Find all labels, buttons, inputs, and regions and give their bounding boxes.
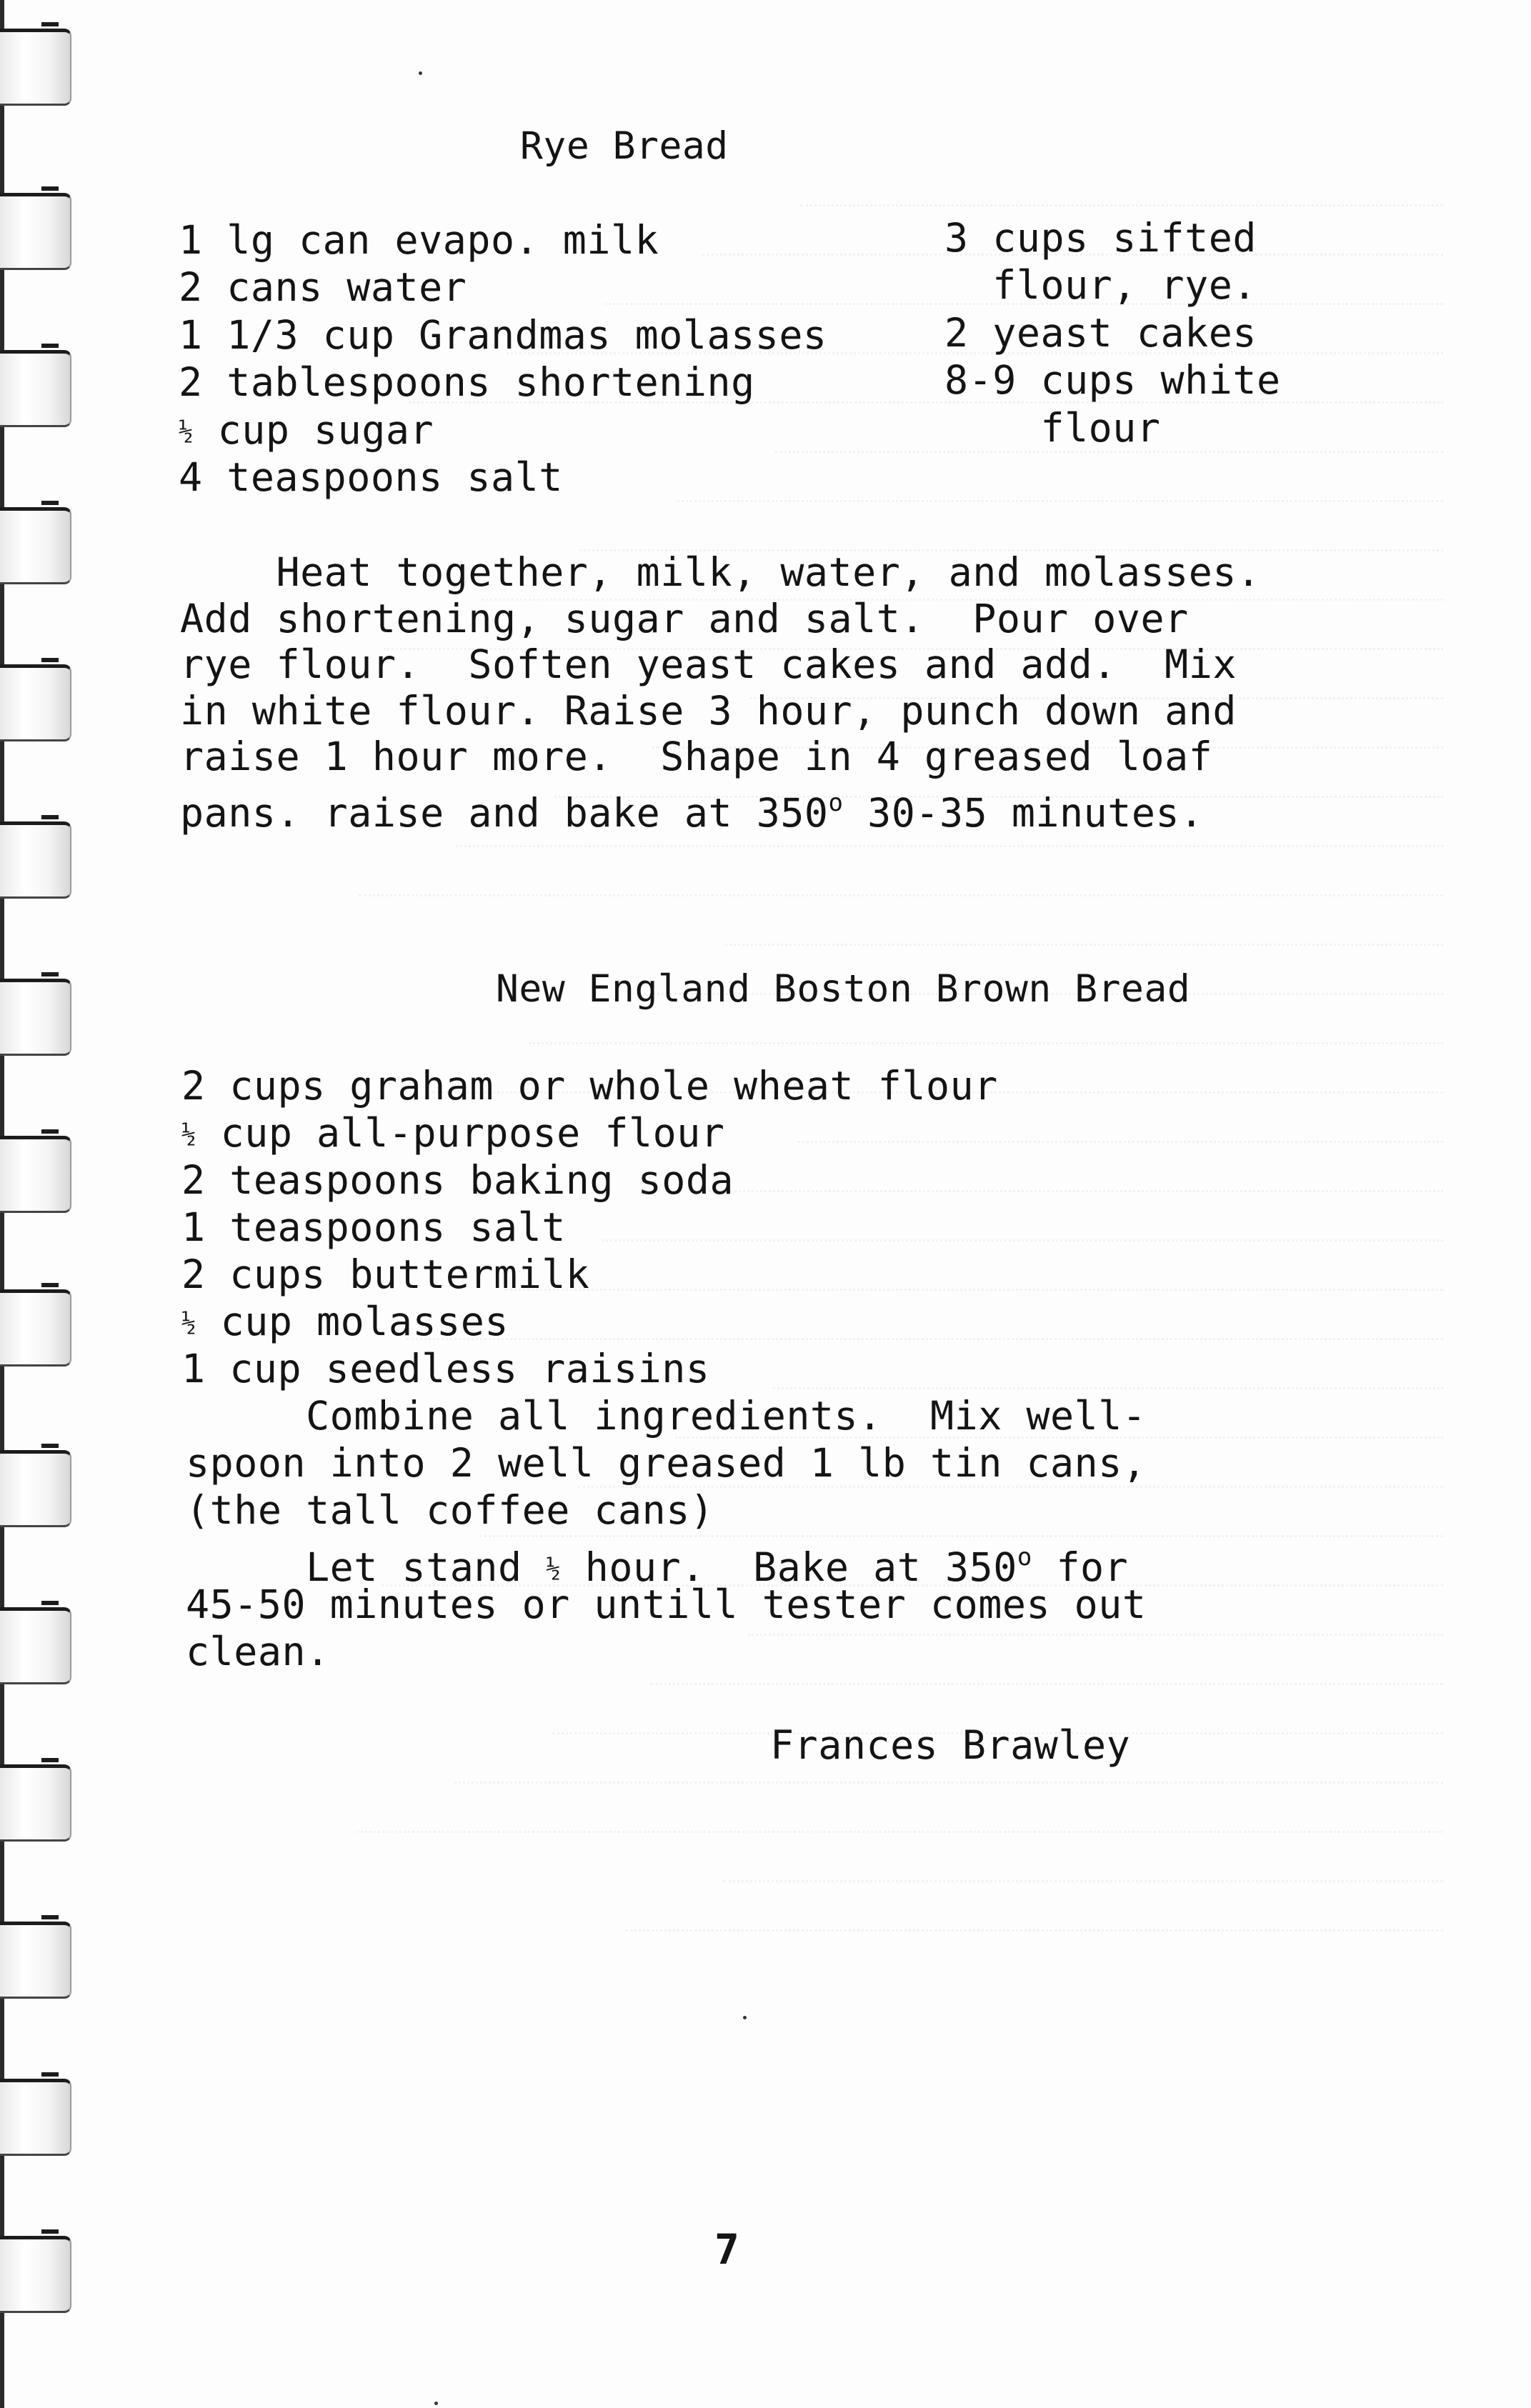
binding-ring xyxy=(0,664,71,741)
rye-ingredient-line: 4 teaspoons salt xyxy=(179,454,563,500)
recipe-author: Frances Brawley xyxy=(770,1722,1131,1768)
brown-ingredient-line: 2 teaspoons baking soda xyxy=(181,1157,734,1203)
half-fraction: ½ xyxy=(546,1554,562,1583)
brown-ingredient-line: 2 cups buttermilk xyxy=(181,1252,590,1297)
speck xyxy=(419,71,422,75)
bleed-through-line xyxy=(356,1784,1443,1833)
rye-instruction-line: Add shortening, sugar and salt. Pour over xyxy=(180,595,1189,641)
brown-instruction-line: Let stand ½ hour. Bake at 350$^o$ for xyxy=(186,1543,1129,1590)
binding-ring xyxy=(0,821,71,899)
rye-ingredient-line: 1 lg can evapo. milk xyxy=(179,217,659,263)
brown-instruction-line: 45-50 minutes or untill tester comes out xyxy=(186,1582,1147,1627)
rye-ingredient-line: 1 1/3 cup Grandmas molasses xyxy=(179,311,827,358)
bleed-through-line xyxy=(723,1833,1443,1882)
bleed-through-line xyxy=(407,1291,1443,1340)
rye-ingredient-line: 2 tablespoons shortening xyxy=(179,359,755,406)
speck xyxy=(434,2402,438,2405)
binding-ring xyxy=(0,1922,71,1999)
rye-instruction-line: pans. raise and bake at 350$^o$ 30-35 minutes. xyxy=(180,788,1204,836)
binding-ring xyxy=(0,979,71,1056)
rye-ingredient-line: flour, rye. xyxy=(944,262,1257,309)
rye-instruction-line: raise 1 hour more. Shape in 4 greased loaf xyxy=(180,734,1213,779)
bleed-through-line xyxy=(625,1882,1443,1932)
bleed-through-line xyxy=(700,1143,1443,1192)
rye-instruction-line: in white flour. Raise 3 hour, punch down and xyxy=(180,687,1237,734)
binding-ring xyxy=(0,29,71,106)
bleed-through-line xyxy=(725,896,1443,946)
degree-sign: o xyxy=(828,788,844,817)
binding-ring xyxy=(0,1764,71,1842)
half-fraction: ½ xyxy=(181,1309,196,1337)
page-number: 7 xyxy=(714,2225,739,2274)
half-fraction: ½ xyxy=(181,1120,196,1149)
binding-ring xyxy=(0,193,71,270)
speck xyxy=(743,2016,747,2019)
spiral-binding xyxy=(0,0,79,2408)
bleed-through-line xyxy=(650,1636,1443,1685)
binding-ring xyxy=(0,1607,71,1684)
brown-instruction-line: spoon into 2 well greased 1 lb tin cans, xyxy=(186,1440,1147,1486)
rye-ingredient-line: 3 cups sifted xyxy=(944,215,1257,261)
bleed-through-line xyxy=(677,453,1443,502)
brown-ingredient-line: 1 teaspoons salt xyxy=(181,1204,566,1250)
degree-sign: o xyxy=(1017,1543,1032,1572)
rye-ingredient-line: flour xyxy=(944,404,1161,451)
bleed-through-line xyxy=(800,157,1443,206)
brown-bread-title: New England Boston Brown Bread xyxy=(496,967,1191,1011)
rye-instruction-line: rye flour. Soften yeast cakes and add. Mix xyxy=(180,641,1237,687)
binding-ring xyxy=(0,2079,71,2156)
binding-ring xyxy=(0,1450,71,1527)
bleed-through-line xyxy=(773,1340,1443,1389)
bleed-through-line xyxy=(579,502,1443,551)
binding-ring xyxy=(0,350,71,427)
brown-instruction-line: (the tall coffee cans) xyxy=(186,1487,714,1533)
binding-ring xyxy=(0,2236,71,2313)
binding-ring xyxy=(0,1289,71,1367)
rye-bread-title: Rye Bread xyxy=(520,124,729,168)
rye-ingredient-line: 2 cans water xyxy=(179,264,467,311)
rye-instruction-line: Heat together, milk, water, and molasses. xyxy=(180,549,1261,595)
brown-ingredient-line: ½ cup all-purpose flour xyxy=(181,1110,725,1156)
rye-ingredient-line: 2 yeast cakes xyxy=(944,309,1257,356)
bleed-through-line xyxy=(359,847,1443,896)
brown-instruction-line: Combine all ingredients. Mix well- xyxy=(186,1393,1147,1439)
rye-ingredient-line: ½ cup sugar xyxy=(179,406,434,453)
binding-ring xyxy=(0,1136,71,1213)
half-fraction: ½ xyxy=(179,416,194,446)
brown-instruction-line: clean. xyxy=(186,1629,330,1674)
brown-ingredient-line: 1 cup seedless raisins xyxy=(181,1346,710,1392)
rye-ingredient-line: 8-9 cups white xyxy=(944,357,1281,404)
brown-ingredient-line: ½ cup molasses xyxy=(181,1299,509,1344)
binding-ring xyxy=(0,507,71,584)
brown-ingredient-line: 2 cups graham or whole wheat flour xyxy=(181,1063,998,1109)
bleed-through-line xyxy=(504,1242,1443,1291)
